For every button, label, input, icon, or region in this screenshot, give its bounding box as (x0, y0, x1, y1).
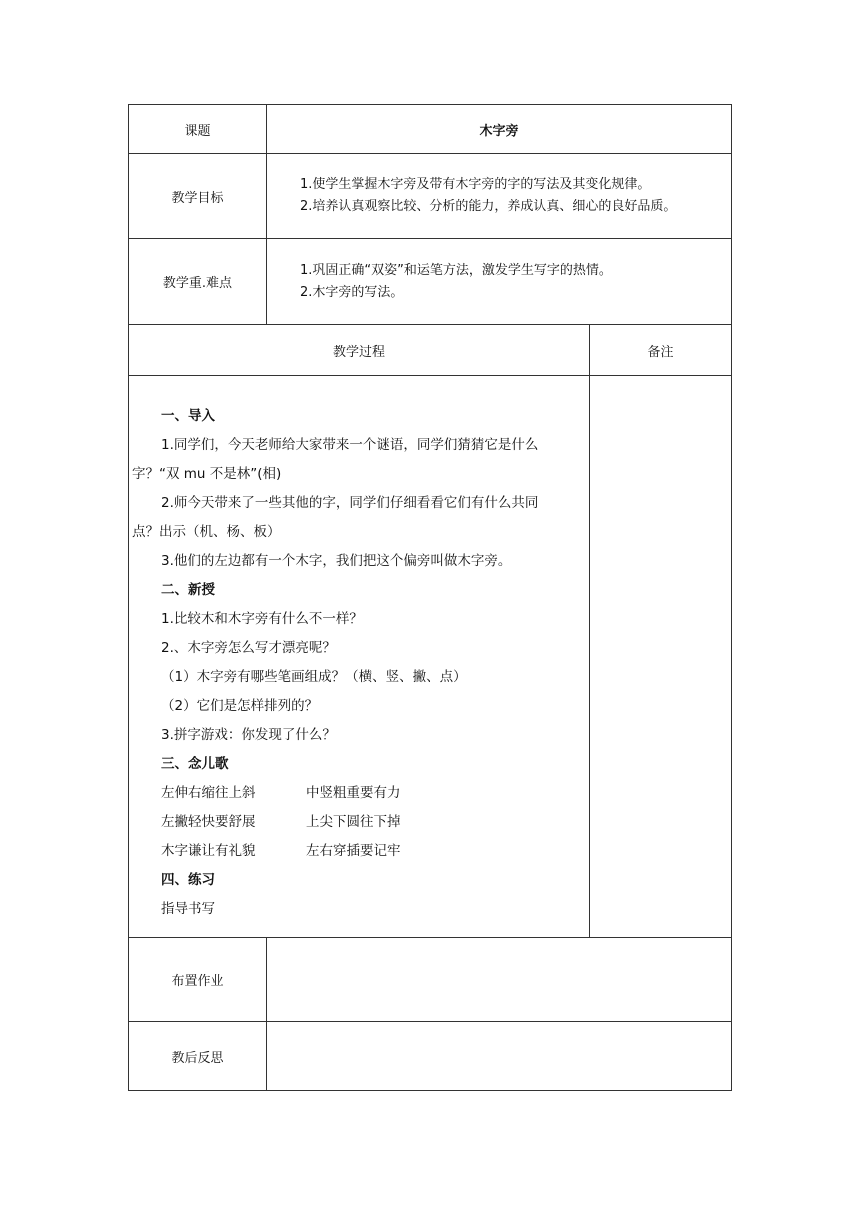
process-paragraph: 2.、木字旁怎么写才漂亮呢？ (161, 640, 336, 656)
song-left: 木字谦让有礼貌 (161, 843, 256, 859)
homework-row (129, 938, 732, 1022)
keypoints-row (129, 239, 732, 325)
song-line (129, 808, 589, 837)
process-paragraph: （1）木字旁有哪些笔画组成？（横、竖、撇、点） (161, 669, 467, 685)
song-right: 中竖粗重要有力 (306, 785, 401, 801)
process-header-row (129, 325, 732, 376)
lesson-plan-table (128, 104, 732, 1091)
process-paragraph: 1.比较木和木字旁有什么不一样？ (161, 611, 363, 627)
reflection-label: 教后反思 (129, 1022, 267, 1091)
goal-item: 2.培养认真观察比较、分析的能力，养成认真、细心的良好品质。 (300, 199, 677, 214)
process-paragraph: 3.拼字游戏：你发现了什么？ (161, 727, 336, 743)
song-right: 左右穿插要记牢 (306, 843, 401, 859)
song-right: 上尖下圆往下掉 (306, 814, 401, 830)
goal-item: 1.使学生掌握木字旁及带有木字旁的字的写法及其变化规律。 (300, 177, 651, 192)
notes-label: 备注 (590, 325, 732, 376)
song-left: 左伸右缩往上斜 (161, 785, 256, 801)
process-paragraph: 3.他们的左边都有一个木字，我们把这个偏旁叫做木字旁。 (161, 553, 512, 569)
keypoints-label: 教学重.难点 (129, 239, 267, 325)
goals-label: 教学目标 (129, 154, 267, 239)
goals-cell (267, 154, 732, 239)
process-body-row (129, 376, 732, 938)
keypoints-cell (267, 239, 732, 325)
song-line (129, 837, 589, 866)
process-label: 教学过程 (129, 325, 590, 376)
process-paragraph: 指导书写 (161, 901, 215, 917)
homework-cell (267, 938, 732, 1022)
notes-cell (590, 376, 732, 938)
process-paragraph: 点？出示（机、杨、板） (132, 524, 281, 540)
keypoint-item: 2.木字旁的写法。 (300, 284, 404, 300)
process-content (129, 376, 590, 938)
process-paragraph: 2.师今天带来了一些其他的字，同学们仔细看看它们有什么共同 (161, 495, 539, 511)
topic-row (129, 105, 732, 154)
homework-label: 布置作业 (129, 938, 267, 1022)
reflection-cell (267, 1022, 732, 1091)
process-paragraph: （2）它们是怎样排列的？ (161, 698, 319, 714)
topic-value: 木字旁 (267, 105, 732, 154)
topic-label: 课题 (129, 105, 267, 154)
section-heading: 二、新授 (161, 582, 215, 598)
process-paragraph: 1.同学们，今天老师给大家带来一个谜语，同学们猜猜它是什么 (161, 437, 539, 453)
keypoint-item: 1.巩固正确“双姿”和运笔方法，激发学生写字的热情。 (300, 262, 612, 278)
song-left: 左撇轻快要舒展 (161, 814, 256, 830)
section-heading: 一、导入 (161, 408, 215, 424)
process-paragraph: 字？“双 mu 不是林”(相) (132, 466, 282, 482)
section-heading: 四、练习 (161, 872, 215, 888)
goals-row (129, 154, 732, 239)
song-line (129, 779, 589, 808)
section-heading: 三、念儿歌 (161, 756, 229, 772)
reflection-row (129, 1022, 732, 1091)
